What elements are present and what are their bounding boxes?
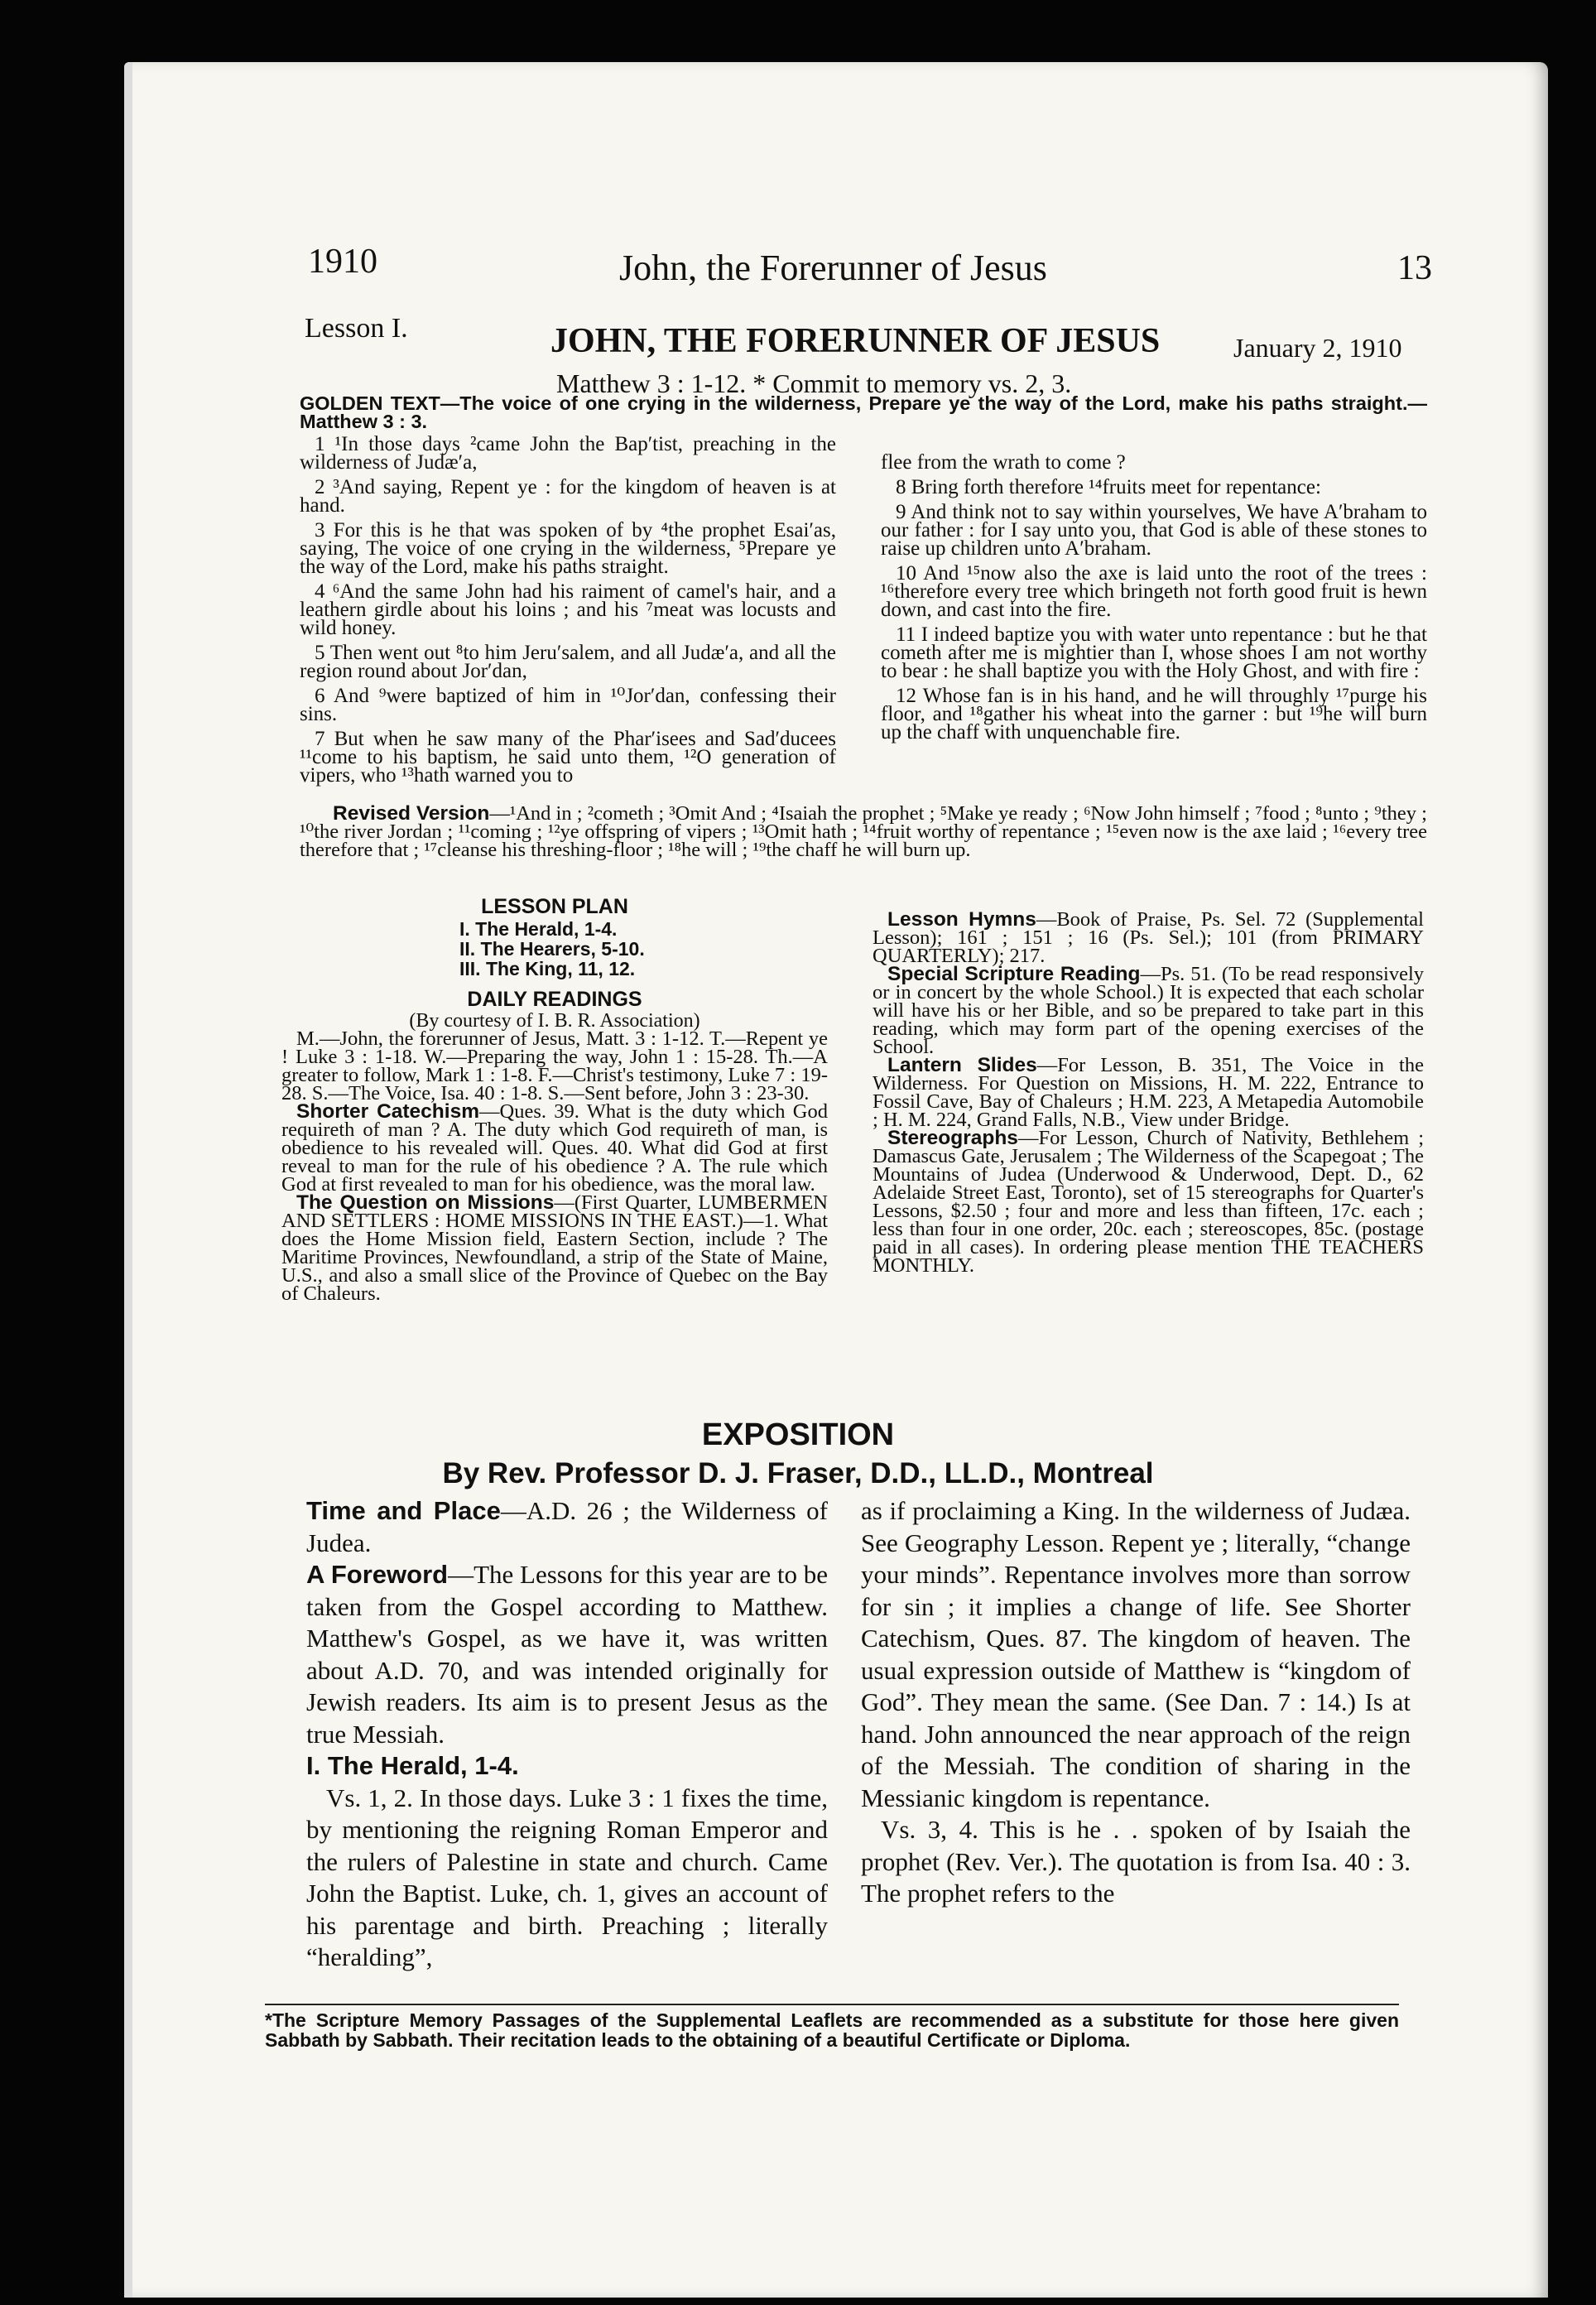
verse: 7 But when he saw many of the Phar′isees and Sad′ducees ¹¹come to his baptism, he said unto them, ¹²O generation of vipers, who ¹³hath warned you to bbox=[300, 728, 836, 787]
time-place-text: —A.D. 26 ; the Wilderness of Judea. bbox=[306, 1496, 828, 1557]
footnote-rule bbox=[265, 2004, 1399, 2005]
foreword-text: —The Lessons for this year are to be taken from the Gospel according to Matthew. Matthew's Gospel, as we have it, was written about A.D. 70, and was intended originally for Jewish readers. Its aim is to present Jesus as the true Messiah. bbox=[306, 1560, 828, 1749]
lantern-text: —For Lesson, B. 351, The Voice in the Wilderness. For Question on Missions, H. M. 222, Entrance to Fossil Cave, Bay of Chaleurs ; H.M. 223, A Metapedia Automobile ; H. M. 224, Grand Falls, N.B., View under Bridge. bbox=[873, 1054, 1424, 1131]
lantern-heading: Lantern Slides bbox=[887, 1054, 1037, 1076]
catechism-text: —Ques. 39. What is the duty which God requireth of man ? A. The duty which God requireth of man, is obedience to his revealed will. Ques. 40. What did God at first reveal to man for the rule of his obedience ? A. The rule which God at first revealed to man for his obedience, was the moral law. bbox=[281, 1100, 828, 1196]
verse: 5 Then went out ⁸to him Jeru′salem, and all Judæ′a, and all the region round about Jor′dan, bbox=[300, 642, 836, 682]
lesson-title: JOHN, THE FORERUNNER OF JESUS bbox=[550, 322, 1161, 360]
revised-version-text: —¹And in ; ²cometh ; ³Omit And ; ⁴Isaiah the prophet ; ⁵Make ye ready ; ⁶Now John himself ; ⁷food ; ⁸unto ; ⁹they ; ¹⁰the river Jordan ; ¹¹coming ; ¹²ye offspring of vipers ; ¹³Omit hath ; ¹⁴fruit worthy of repentance ; ¹⁵even now is the axe laid ; ¹⁶every tree therefore that ; ¹⁷cleanse his threshing-floor ; ¹⁸he will ; ¹⁹the chaff he will burn up. bbox=[300, 802, 1427, 861]
missions-text: —(First Quarter, LUMBERMEN AND SETTLERS : HOME MISSIONS IN THE EAST.)—1. What does the Home Mission field, Eastern Section, include ? The Maritime Provinces, Newfoundland, a strip of the State of Maine, U.S., and also a small slice of the Province of Quebec on the Bay of Chaleurs. bbox=[281, 1191, 828, 1305]
exposition-byline: By Rev. Professor D. J. Fraser, D.D., LL.D., Montreal bbox=[442, 1457, 1154, 1489]
exposition-left-column bbox=[306, 1495, 828, 1974]
verse: 9 And think not to say within yourselves, We have A′braham to our father : for I say unto you, that God is able of these stones to raise up children unto A′braham. bbox=[881, 501, 1427, 560]
daily-readings-text: M.—John, the forerunner of Jesus, Matt. 3 : 1-12. T.—Repent ye ! Luke 3 : 1-18. W.—Preparing the way, John 1 : 15-28. Th.—A greater to follow, Mark 1 : 1-8. F.—Christ's testimony, Luke 7 : 19-28. S.—The Voice, Isa. 40 : 1-8. S.—Sent before, John 3 : 23-30. bbox=[281, 1027, 828, 1104]
lesson-label: Lesson I. bbox=[305, 313, 408, 344]
special-reading-heading: Special Scripture Reading bbox=[887, 963, 1141, 985]
missions-question bbox=[281, 1191, 828, 1305]
exposition-right-column bbox=[861, 1495, 1411, 1910]
hymns-text: —Book of Praise, Ps. Sel. 72 (Supplemental Lesson); 161 ; 151 ; 16 (Ps. Sel.); 101 (from PRIMARY QUARTERLY); 217. bbox=[873, 908, 1424, 967]
time-place-heading: Time and Place bbox=[306, 1496, 501, 1525]
verse: 11 I indeed baptize you with water unto repentance : but he that cometh after me is mightier than I, whose shoes I am not worthy to bear : he shall baptize you with the Holy Ghost, and with fire : bbox=[881, 623, 1427, 682]
verse: 4 ⁶And the same John had his raiment of camel's hair, and a leathern girdle about his loins ; and his ⁷meat was locusts and wild honey. bbox=[300, 580, 836, 639]
special-reading bbox=[873, 965, 1424, 1056]
foreword bbox=[306, 1559, 828, 1750]
exposition-paragraph: Vs. 3, 4. This is he . . spoken of by Isaiah the prophet (Rev. Ver.). The quotation is from Isa. 40 : 3. The prophet refers to the bbox=[861, 1815, 1411, 1908]
foreword-heading: A Foreword bbox=[306, 1560, 449, 1589]
lantern-slides bbox=[873, 1056, 1424, 1129]
study-left-column bbox=[281, 893, 828, 1303]
catechism-heading: Shorter Catechism bbox=[296, 1100, 479, 1123]
verse: 12 Whose fan is in his hand, and he will throughly ¹⁷purge his floor, and ¹⁸gather his wheat into the garner : but ¹⁹he will burn up the chaff with unquenchable fire. bbox=[881, 685, 1427, 743]
verse: 3 For this is he that was spoken of by ⁴the prophet Esai′as, saying, The voice of one crying in the wilderness, ⁵Prepare ye the way of the Lord, make his paths straight. bbox=[300, 519, 836, 578]
stereographs-heading: Stereographs bbox=[887, 1127, 1018, 1149]
footnote: *The Scripture Memory Passages of the Supplemental Leaflets are recommended as a substitute for those here given Sabbath by Sabbath. Their recitation leads to the obtaining of a beautiful Certificate or Diploma. bbox=[265, 2009, 1399, 2051]
page-gutter bbox=[124, 62, 132, 2298]
verse: 6 And ⁹were baptized of him in ¹⁰Jor′dan, confessing their sins. bbox=[300, 685, 836, 725]
scripture-left-column bbox=[300, 435, 836, 792]
lesson-date: January 2, 1910 bbox=[1233, 333, 1402, 363]
page-number: 13 bbox=[1397, 249, 1432, 287]
herald-heading: I. The Herald, 1-4. bbox=[306, 1751, 519, 1780]
lesson-passage: Matthew 3 : 1-12. * Commit to memory vs. 2, 3. bbox=[556, 368, 1072, 398]
stereographs bbox=[873, 1129, 1424, 1275]
verse: 2 ³And saying, Repent ye : for the kingdom of heaven is at hand. bbox=[300, 476, 836, 517]
running-title: John, the Forerunner of Jesus bbox=[619, 248, 1047, 288]
lesson-plan-item: III. The King, 11, 12. bbox=[459, 958, 636, 979]
verse: flee from the wrath to come ? bbox=[881, 451, 1126, 474]
exposition-paragraph: as if proclaiming a King. In the wilderness of Judæa. See Geography Lesson. Repent ye ; literally, “change your minds”. Repentance involves more than sorrow for sin ; it implies a change of life. See Shorter Catechism, Ques. 87. The kingdom of heaven. The usual expression outside of Matthew is “kingdom of God”. They mean the same. (See Dan. 7 : 14.) Is at hand. John announced the near approach of the reign of the Messiah. The condition of sharing in the Messianic kingdom is repentance. bbox=[861, 1496, 1411, 1812]
special-reading-text: —Ps. 51. (To be read responsively or in concert by the whole School.) It is expected that each scholar will have his or her Bible, and so be prepared to take part in this reading, which may form part of the opening exercises of the School. bbox=[873, 963, 1424, 1058]
lesson-plan-item: I. The Herald, 1-4. bbox=[459, 918, 618, 940]
lesson-hymns bbox=[873, 908, 1424, 967]
lesson-plan-heading: LESSON PLAN bbox=[481, 895, 628, 918]
verse: 10 And ¹⁵now also the axe is laid unto the root of the trees : ¹⁶therefore every tree which bringeth not forth good fruit is hewn down, and cast into the fire. bbox=[881, 562, 1427, 621]
header-year: 1910 bbox=[308, 243, 377, 281]
stereographs-text: —For Lesson, Church of Nativity, Bethlehem ; Damascus Gate, Jerusalem ; The Wilderness of the Scapegoat ; The Mountains of Judea (Underwood & Underwood, Dept. D., 62 Adelaide Street East, Toronto), set of 15 stereographs for Quarter's Lessons, $2.50 ; four and more and less than fifteen, 17c. each ; less than four in one order, 20c. each ; stereoscopes, 85c. (postage paid in all cases). In ordering please mention THE TEACHERS MONTHLY. bbox=[873, 1127, 1424, 1277]
verse: 1 ¹In those days ²came John the Bap′tist, preaching in the wilderness of Judæ′a, bbox=[300, 433, 836, 474]
daily-readings-subheading: (By courtesy of I. B. R. Association) bbox=[409, 1010, 700, 1032]
lesson-plan-item: II. The Hearers, 5-10. bbox=[459, 938, 645, 960]
catechism bbox=[281, 1100, 828, 1196]
golden-text: GOLDEN TEXT—The voice of one crying in the wilderness, Prepare ye the way of the Lord, make his paths straight.—Matthew 3 : 3. bbox=[300, 392, 1427, 432]
revised-version bbox=[300, 802, 1427, 861]
daily-readings-heading: DAILY READINGS bbox=[467, 988, 642, 1011]
lesson-plan-list bbox=[281, 919, 828, 979]
scripture-right-column bbox=[881, 451, 1427, 748]
revised-version-heading: Revised Version bbox=[333, 802, 490, 825]
hymns-heading: Lesson Hymns bbox=[887, 908, 1036, 931]
study-right-column bbox=[873, 908, 1424, 1277]
time-place bbox=[306, 1495, 828, 1559]
herald-text: Vs. 1, 2. In those days. Luke 3 : 1 fixes the time, by mentioning the reigning Roman Emperor and the rulers of Palestine in state and church. Came John the Baptist. Luke, ch. 1, gives an account of his parentage and birth. Preaching ; literally “heralding”, bbox=[306, 1783, 828, 1971]
missions-heading: The Question on Missions bbox=[296, 1191, 555, 1214]
exposition-heading: EXPOSITION bbox=[701, 1417, 895, 1452]
verse: 8 Bring forth therefore ¹⁴fruits meet for repentance: bbox=[896, 476, 1321, 498]
